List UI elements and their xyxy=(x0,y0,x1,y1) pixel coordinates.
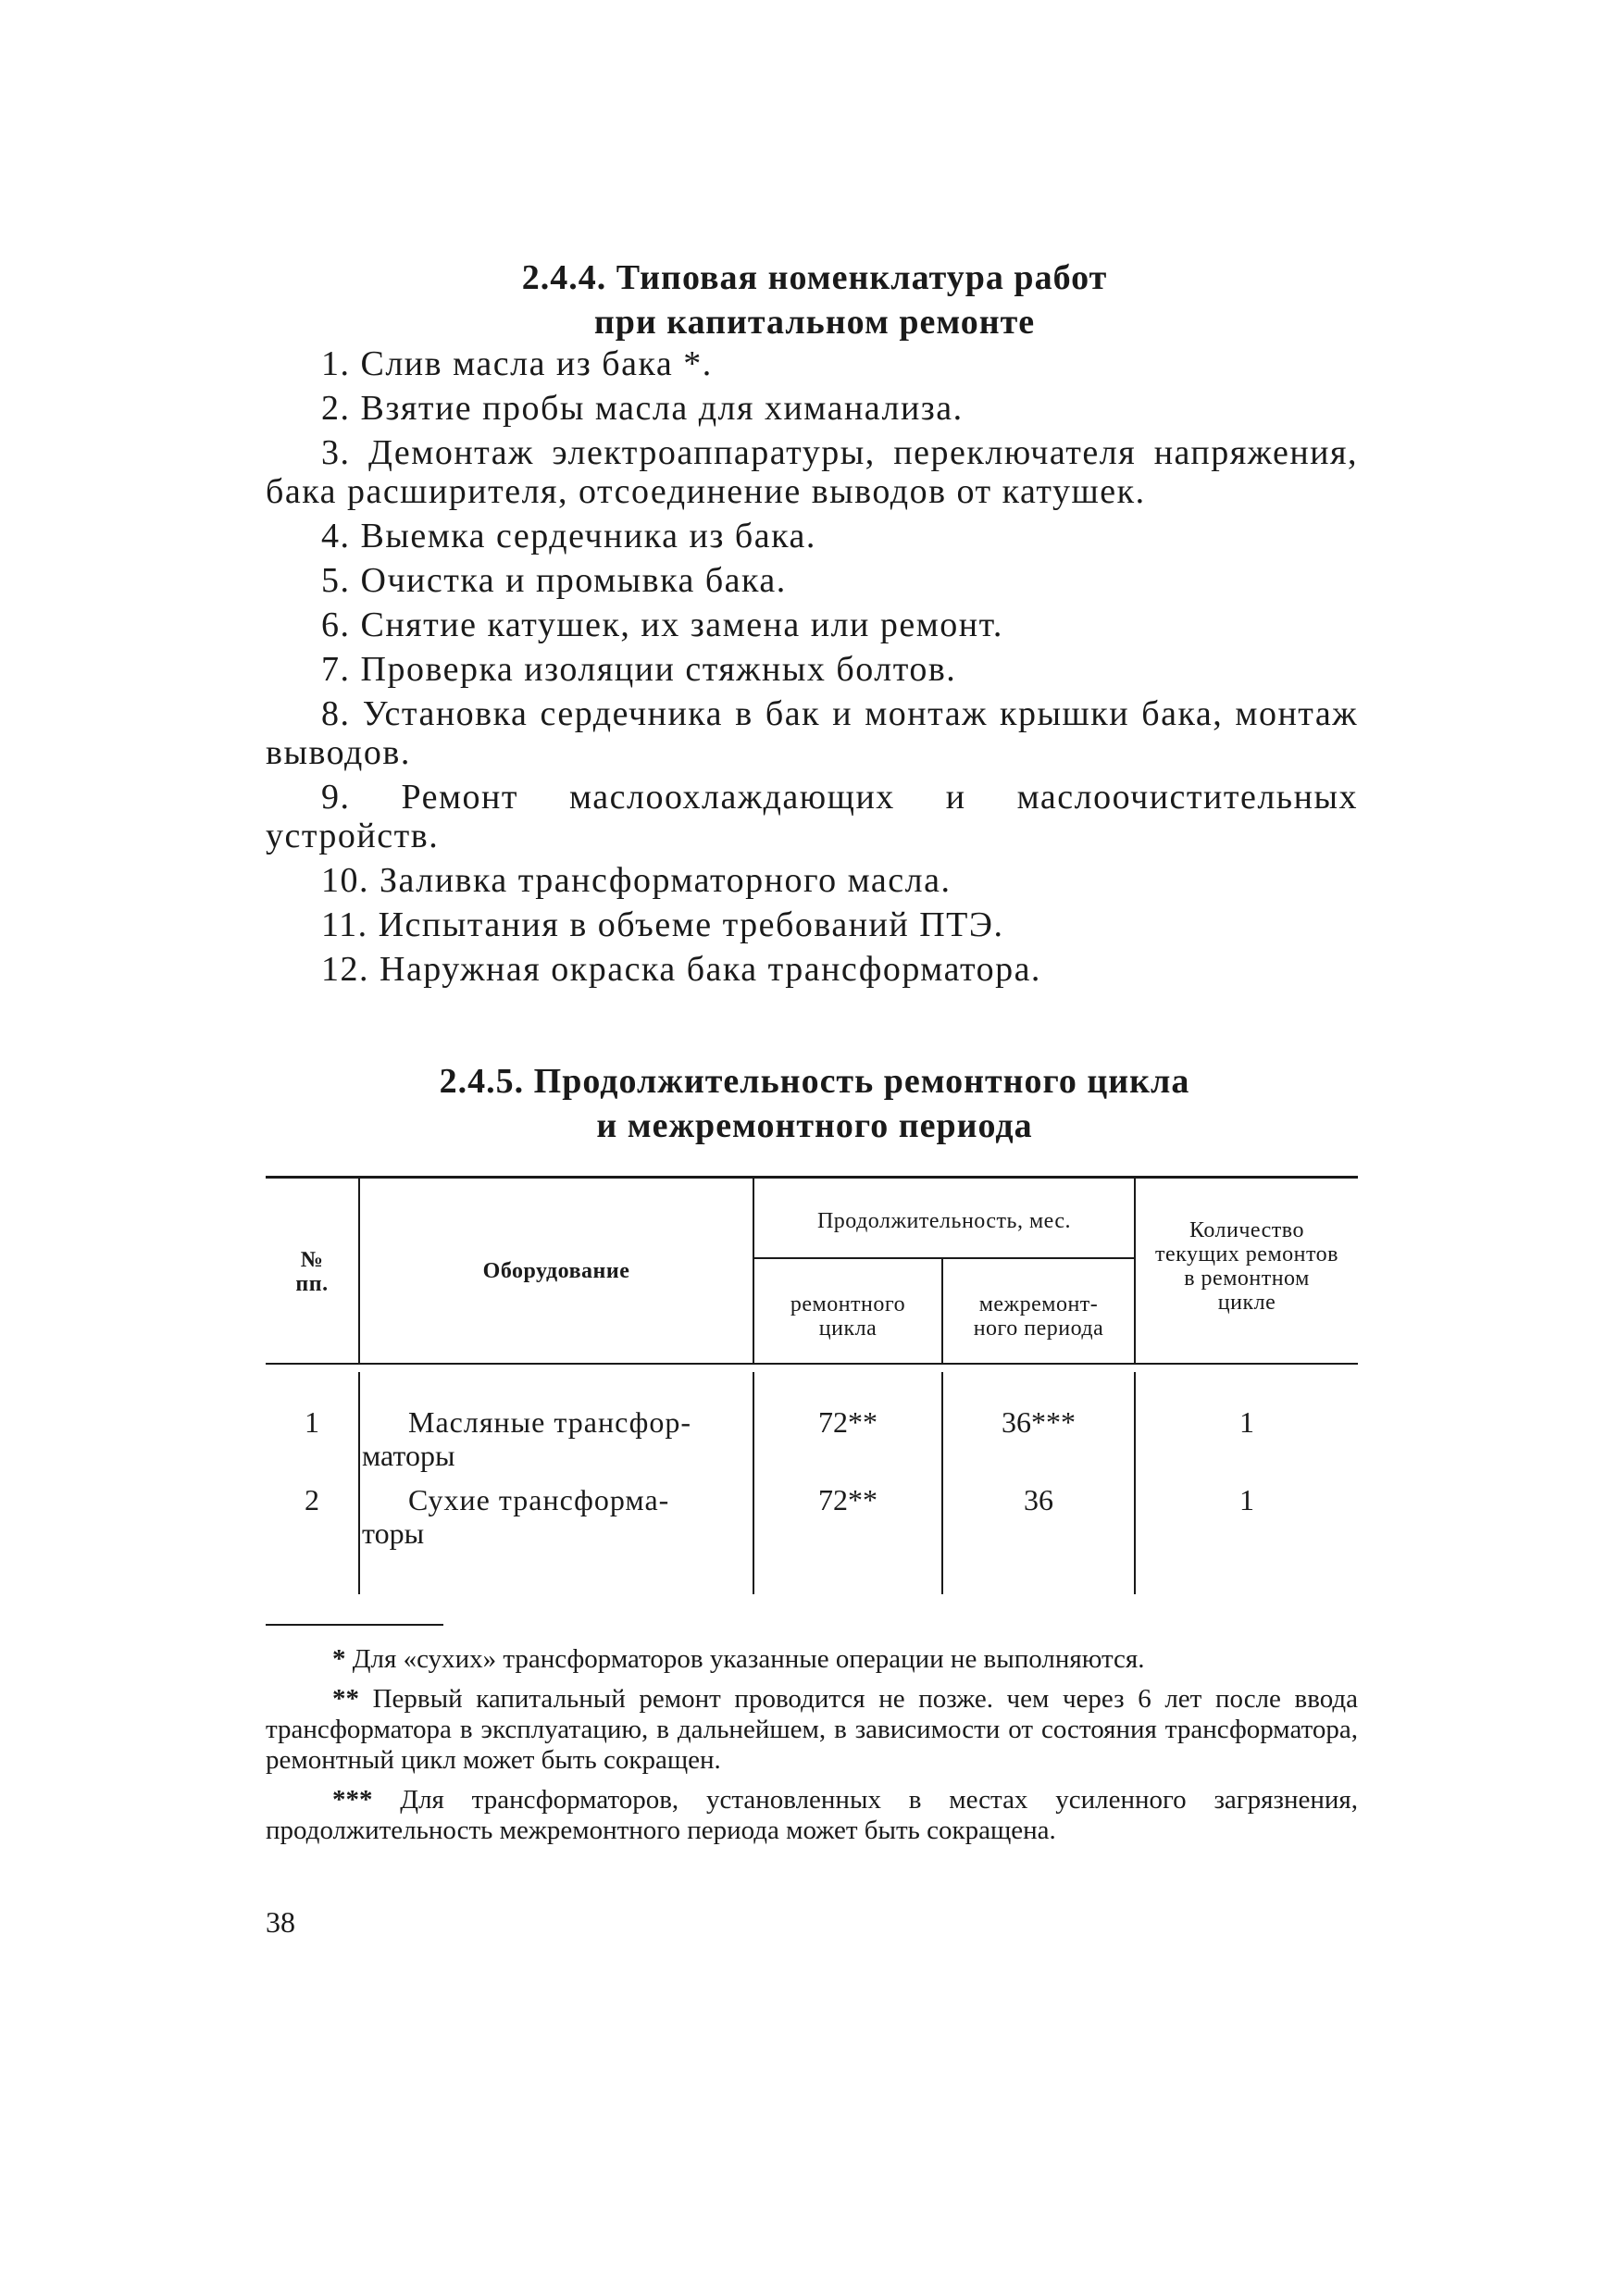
header-duration-group: Продолжительность, мес. xyxy=(816,1209,1072,1233)
row2-repair-cycle: 72** xyxy=(818,1483,877,1516)
header-repairs-count-line1: Количество xyxy=(1189,1218,1304,1242)
work-item: 12. Наружная окраска бака трансформатора. xyxy=(321,950,1041,989)
header-number xyxy=(266,1248,358,1296)
row1-repair-cycle: 72** xyxy=(818,1405,877,1439)
row2-number: 2 xyxy=(305,1483,319,1516)
header-interval-line1: межремонт- xyxy=(978,1292,1099,1316)
section-244-heading xyxy=(268,256,1361,344)
header-repair-cycle xyxy=(754,1292,941,1341)
section-245-heading xyxy=(268,1059,1361,1148)
work-item: 9. Ремонт маслоохлаждающих и маслоочистительных устройств. xyxy=(266,778,1358,855)
footnote xyxy=(266,1785,1358,1846)
header-equipment: Оборудование xyxy=(482,1259,630,1283)
footnote-text: Для «сухих» трансформаторов указанные операции не выполняются. xyxy=(345,1644,1145,1674)
work-item: 1. Слив масла из бака *. xyxy=(321,344,713,383)
header-repairs-count-line2: текущих ремонтов xyxy=(1155,1242,1338,1267)
footnote-marker: ** xyxy=(332,1684,359,1714)
footnote-separator xyxy=(266,1624,443,1626)
section-245-title-line2: и межремонтного периода xyxy=(596,1106,1033,1145)
duration-group-underline xyxy=(754,1257,1136,1259)
section-245-title-line1: 2.4.5. Продолжительность ремонтного цикла xyxy=(439,1062,1190,1101)
header-interval-line2: ного периода xyxy=(973,1316,1104,1341)
page-number: 38 xyxy=(266,1905,295,1939)
work-item: 4. Выемка сердечника из бака. xyxy=(321,517,816,555)
header-repairs-count-line4: цикле xyxy=(1217,1291,1276,1315)
row1-equipment-line2: маторы xyxy=(362,1439,455,1472)
row1-number: 1 xyxy=(305,1405,319,1439)
footnote xyxy=(266,1644,1358,1675)
row2-interval: 36 xyxy=(1024,1483,1053,1516)
row1-equipment-line1: Масляные трансфор- xyxy=(408,1405,692,1439)
row2-equipment-line1: Сухие трансформа- xyxy=(408,1483,670,1516)
table-header-bottom-rule xyxy=(266,1363,1358,1365)
section-244-title-line1: 2.4.4. Типовая номенклатура работ xyxy=(521,258,1108,297)
row1-repairs-count: 1 xyxy=(1239,1405,1254,1439)
header-repairs-count-line3: в ремонтном xyxy=(1184,1267,1310,1291)
header-repair-cycle-line2: цикла xyxy=(818,1316,877,1341)
section-244-title-line2: при капитальном ремонте xyxy=(593,303,1036,342)
row2-equipment xyxy=(360,1483,740,1550)
work-item: 11. Испытания в объеме требований ПТЭ. xyxy=(321,905,1004,944)
footnote xyxy=(266,1684,1358,1776)
table-top-rule xyxy=(266,1176,1358,1179)
work-item: 8. Установка сердечника в бак и монтаж крышки бака, монтаж выводов. xyxy=(266,694,1358,772)
repair-cycle-table xyxy=(266,1176,1358,1602)
work-item: 7. Проверка изоляции стяжных болтов. xyxy=(321,650,957,689)
work-item: 5. Очистка и промывка бака. xyxy=(321,561,787,600)
row1-interval: 36*** xyxy=(1002,1405,1076,1439)
work-items-list xyxy=(266,344,1358,994)
footnote-text: Первый капитальный ремонт проводится не позже. чем через 6 лет после ввода трансформатора в эксплуатацию, в дальнейшем, в зависимости от состояния трансформатора, ремонтный цикл может быть сокращен. xyxy=(266,1684,1358,1775)
work-item: 3. Демонтаж электроаппаратуры, переключателя напряжения, бака расширителя, отсоединение выводов от катушек. xyxy=(266,433,1358,511)
header-number-line1: № xyxy=(300,1248,324,1272)
work-item: 10. Заливка трансформаторного масла. xyxy=(321,861,952,900)
footnote-marker: * xyxy=(332,1644,346,1674)
work-item: 2. Взятие пробы масла для химанализа. xyxy=(321,389,964,428)
work-item: 6. Снятие катушек, их замена или ремонт. xyxy=(321,605,1003,644)
row1-equipment xyxy=(360,1405,740,1472)
footnotes xyxy=(266,1644,1358,1855)
header-interval xyxy=(943,1292,1134,1341)
header-repair-cycle-line1: ремонтного xyxy=(790,1292,906,1316)
footnote-text: Для трансформаторов, установленных в местах усиленного загрязнения, продолжительность межремонтного периода может быть сокращена. xyxy=(266,1785,1358,1845)
row2-equipment-line2: торы xyxy=(362,1516,425,1550)
row2-repairs-count: 1 xyxy=(1239,1483,1254,1516)
footnote-marker: *** xyxy=(332,1785,373,1815)
header-repairs-count xyxy=(1136,1218,1358,1315)
header-number-line2: пп. xyxy=(295,1272,329,1296)
